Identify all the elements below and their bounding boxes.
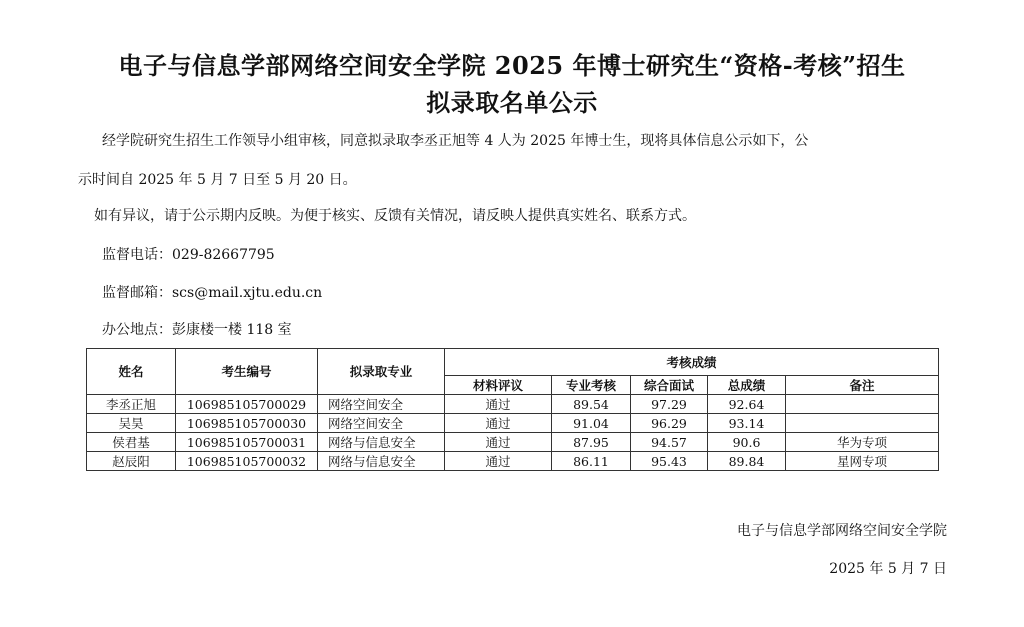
header-material: 材料评议	[445, 376, 552, 395]
signature-date: 2025 年 5 月 7 日	[829, 561, 947, 577]
supervision-email: 监督邮箱：scs@mail.xjtu.edu.cn	[102, 285, 323, 301]
cell-major: 网络空间安全	[318, 414, 445, 433]
header-scores-group: 考核成绩	[445, 349, 939, 376]
cell-interview: 97.29	[631, 395, 708, 414]
cell-major: 网络与信息安全	[318, 452, 445, 471]
page-title-line2: 拟录取名单公示	[426, 88, 598, 117]
office-location: 办公地点：彭康楼一楼 118 室	[102, 322, 292, 338]
cell-interview: 95.43	[631, 452, 708, 471]
header-interview: 综合面试	[631, 376, 708, 395]
table-row	[87, 414, 939, 433]
cell-interview: 96.29	[631, 414, 708, 433]
cell-interview: 94.57	[631, 433, 708, 452]
header-professional: 专业考核	[552, 376, 631, 395]
cell-exam-id: 106985105700029	[176, 395, 318, 414]
cell-professional: 89.54	[552, 395, 631, 414]
header-major: 拟录取专业	[318, 349, 445, 395]
cell-total: 89.84	[708, 452, 786, 471]
intro-paragraph-line1: 经学院研究生招生工作领导小组审核，同意拟录取李丞正旭等 4 人为 2025 年博士生，现将具体信息公示如下，公	[102, 133, 809, 149]
table-row	[87, 433, 939, 452]
cell-professional: 86.11	[552, 452, 631, 471]
cell-major: 网络空间安全	[318, 395, 445, 414]
cell-name: 吴昊	[87, 414, 176, 433]
cell-remark: 星网专项	[786, 452, 939, 471]
cell-exam-id: 106985105700030	[176, 414, 318, 433]
header-remark: 备注	[786, 376, 939, 395]
header-exam-id: 考生编号	[176, 349, 318, 395]
objection-paragraph: 如有异议，请于公示期内反映。为便于核实、反馈有关情况，请反映人提供真实姓名、联系方式。	[94, 208, 696, 224]
cell-remark	[786, 414, 939, 433]
supervision-phone: 监督电话：029-82667795	[102, 247, 275, 263]
cell-professional: 87.95	[552, 433, 631, 452]
cell-total: 90.6	[708, 433, 786, 452]
intro-paragraph-line2: 示时间自 2025 年 5 月 7 日至 5 月 20 日。	[78, 172, 357, 188]
cell-name: 赵辰阳	[87, 452, 176, 471]
cell-name: 侯君基	[87, 433, 176, 452]
table-row	[87, 452, 939, 471]
table-header-row-1	[87, 349, 939, 376]
cell-professional: 91.04	[552, 414, 631, 433]
signature-org: 电子与信息学部网络空间安全学院	[737, 523, 947, 539]
cell-name: 李丞正旭	[87, 395, 176, 414]
header-total: 总成绩	[708, 376, 786, 395]
cell-remark	[786, 395, 939, 414]
cell-material: 通过	[445, 433, 552, 452]
cell-remark: 华为专项	[786, 433, 939, 452]
admission-table	[86, 348, 939, 471]
page-title-line1: 电子与信息学部网络空间安全学院 2025 年博士研究生“资格-考核”招生	[118, 51, 906, 80]
cell-exam-id: 106985105700032	[176, 452, 318, 471]
cell-material: 通过	[445, 414, 552, 433]
header-name: 姓名	[87, 349, 176, 395]
cell-material: 通过	[445, 452, 552, 471]
table-row	[87, 395, 939, 414]
cell-material: 通过	[445, 395, 552, 414]
cell-major: 网络与信息安全	[318, 433, 445, 452]
cell-total: 93.14	[708, 414, 786, 433]
cell-total: 92.64	[708, 395, 786, 414]
cell-exam-id: 106985105700031	[176, 433, 318, 452]
